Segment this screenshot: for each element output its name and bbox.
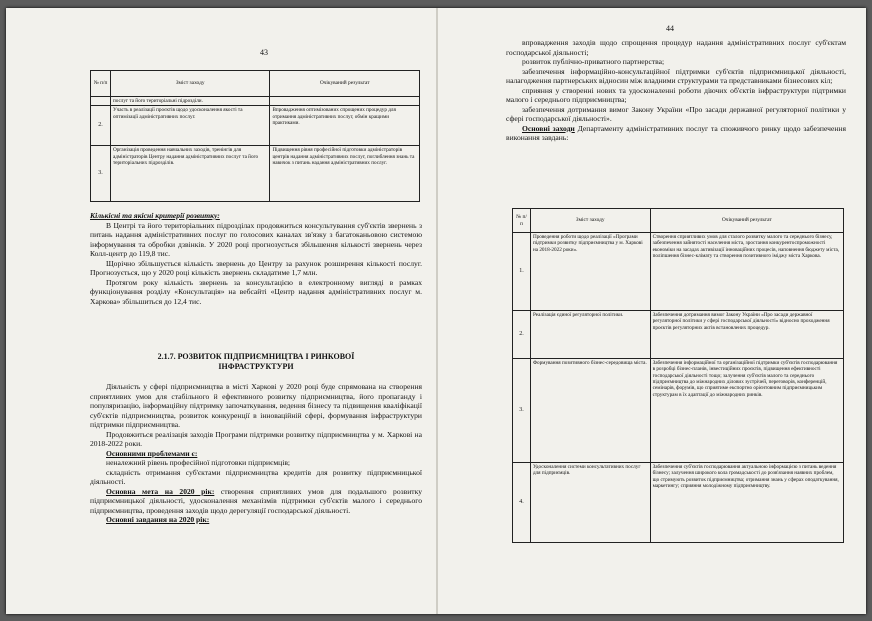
table-row [91,106,420,146]
page-fold [436,8,438,614]
cell-result: Забезпечення дотримання вимог Закону України «Про засади державної регуляторної політики у сфері господарської діяльності» відносно проходження проєктів регуляторних актів встановлених процедур. [650,311,843,359]
table-row [513,233,844,311]
cell-result: Впровадження оптимізованих спрощених процедур для отримання адміністративних послуг, обмін кращими практиками. [270,106,420,146]
paragraph: Щорічно збільшується кількість звернень до Центру за рахунок розширення кількості послуг. Прогнозується, що у 2020 році кількість звернень складатиме 1,7 млн. [90,258,422,277]
tasks-list [506,38,846,143]
task-item: забезпечення дотримання вимог Закону України «Про засади державної регуляторної політики у сфері господарської діяльності». [506,104,846,123]
page-number: 44 [666,24,674,33]
section-title-line: ІНФРАСТРУКТУРИ [218,362,294,371]
paragraph: Протягом року кількість звернень за консультацією в електронному вигляді в рамках функціонування розділу «Консультація» на вебсайті «Центр надання адміністративних послуг м. Харкова» збільшиться до 12,4 тис. [90,277,422,306]
problems-heading: Основними проблемами є: [106,448,198,458]
col-header-measure: Зміст заходу [530,209,650,233]
section-body [90,382,422,525]
cell-measure: Формування позитивного бізнес-середовища міста. [530,359,650,463]
goal-label: Основна мета на 2020 рік: [106,486,215,496]
task-item: забезпечення інформаційно-консультаційної підтримки суб'єктів підприємницької діяльності, налагодження партнерських відносин між владними структурами та представниками бізнесових кіл; [506,66,846,85]
cell-measure: Реалізація єдиної регуляторної політики. [530,311,650,359]
criteria-heading: Кількісні та якісні критерії розвитку: [90,211,220,220]
tasks-label: Основні завдання на 2020 рік: [106,515,210,524]
task-item: сприяння у створенні нових та удосконаленні роботи діючих об'єктів інфраструктури підтримки малого і середнього підприємництва; [506,85,846,104]
task-item: впровадження заходів щодо спрощення процедур надання адміністративних послуг суб'єктам господарської діяльності; [506,38,846,57]
table-row [513,359,844,463]
cell-number: 1. [513,233,531,311]
problem-item: неналежний рівень професійної підготовки підприємців; [106,458,291,467]
table-row [91,146,420,202]
col-header-measure: Зміст заходу [110,71,269,97]
paragraph: Діяльність у сфері підприємництва в місті Харкові у 2020 році буде спрямована на створення сприятливих умов для стабільного й ефективного розвитку підприємництва, його пропаганду і популяризацію, інформаційну підтримку започаткування, ведення бізнесу та підвищення кваліфікації суб'єктів підприємництва, розвиток конкуренції в інноваційній сфері, формування інфраструктури підтримки підприємництва. [90,382,422,429]
task-item: розвиток публічно-приватного партнерства; [522,57,665,66]
problem-item: складність отримання суб'єктами підприємництва кредитів для розвитку підприємницької діяльності. [90,467,422,486]
cell-result: Створення сприятливих умов для сталого розвитку малого та середнього бізнесу, забезпечення зайнятості населення міста, зростання конкурентоспроможності економіки на засадах активізації інноваційних процесів, наповнення бюджету міста, поліпшення бізнес-клімату та створення позитивного іміджу міста Харкова. [650,233,843,311]
section-title [90,352,422,372]
table-row [513,463,844,543]
paragraph: В Центрі та його територіальних підрозділах продовжиться консультування суб'єктів звернень з питань надання адміністративних послуг по голосових каналах зв'язку з багатоканьовою системою інформування та обробки дзвінків. У 2020 році прогнозується збільшення кількості звернень через Колл-центр до 119,8 тис. [90,220,422,258]
cell-measure: Організація проведення навчальних заходів, тренінгів для адміністраторів Центру надання адміністративних послуг та його територіальних підрозділів. [110,146,269,202]
cell-result: Забезпечення інформаційної та організаційної підтримки суб'єктів господарювання в розробці бізнес-планів, інвестиційних проєктів, підвищення ефективності господарської діяльності тощо; залучення суб'єктів малого та середнього підприємництва до міжнародних ділових зустрічей, переговорів, конференцій, семінарів, форумів, що сприятиме експортно орієнтовним підприємницьким структурам в їх адаптації до міжнародних ринків. [650,359,843,463]
main-measures-text: Департаменту адміністративних послуг та споживчого ринку щодо забезпечення виконання завдань: [506,123,846,142]
cell-measure: послуг та його територіальні підрозділи. [110,97,269,106]
table-row [91,97,420,106]
main-measures-label: Основні заходи [522,123,575,133]
measures-table-continued [90,70,420,202]
left-page [6,8,436,614]
cell-result: Забезпечення суб'єктів господарювання актуальною інформацією з питань ведення бізнесу; залучення широкого кола громадськості до розв'язання наявних проблем, що стримують розвиток підприємництва; отримання знань у сферах оподаткування, маркетингу; сприяння молодіжному підприємництву. [650,463,843,543]
col-header-number: № п/п [513,209,531,233]
table-header-row [91,71,420,97]
cell-number: 3. [513,359,531,463]
cell-number: 2. [513,311,531,359]
cell-measure: Проведення роботи щодо реалізації «Програми підтримки розвитку підприємництва у м. Харкові на 2018-2022 роки». [530,233,650,311]
cell-measure: Участь в реалізації проєктів щодо удосконалення якості та оптимізації адміністративних послуг. [110,106,269,146]
cell-number: 2. [91,106,111,146]
section-title-line: 2.1.7. РОЗВИТОК ПІДПРИЄМНИЦТВА І РИНКОВОЇ [157,352,355,361]
table-row [513,311,844,359]
col-header-number: № п/п [91,71,111,97]
col-header-result: Очікуваний результат [270,71,420,97]
cell-measure: Удосконалення системи консультативних послуг для підприємців. [530,463,650,543]
right-page [438,8,866,614]
goal-text: створення сприятливих умов для подальшого розвитку підприємницької діяльності, удосконалення механізмів підтримки суб'єктів малого і середнього підприємництва, проведення заходів щодо дерегуляції господарської діяльності. [90,486,422,515]
cell-result: Підвищення рівня професійної підготовки адміністраторів центрів надання адміністративних послуг, поглиблення знань та навичок з питань надання адміністративних послуг. [270,146,420,202]
col-header-result: Очікуваний результат [650,209,843,233]
cell-number: 4. [513,463,531,543]
criteria-block [90,211,422,306]
page-number: 43 [260,48,268,57]
cell-number: 3. [91,146,111,202]
table-header-row [513,209,844,233]
measures-table [512,208,844,543]
paragraph: Продовжиться реалізація заходів Програми підтримки розвитку підприємництва у м. Харкові на 2018-2022 роки. [90,429,422,448]
